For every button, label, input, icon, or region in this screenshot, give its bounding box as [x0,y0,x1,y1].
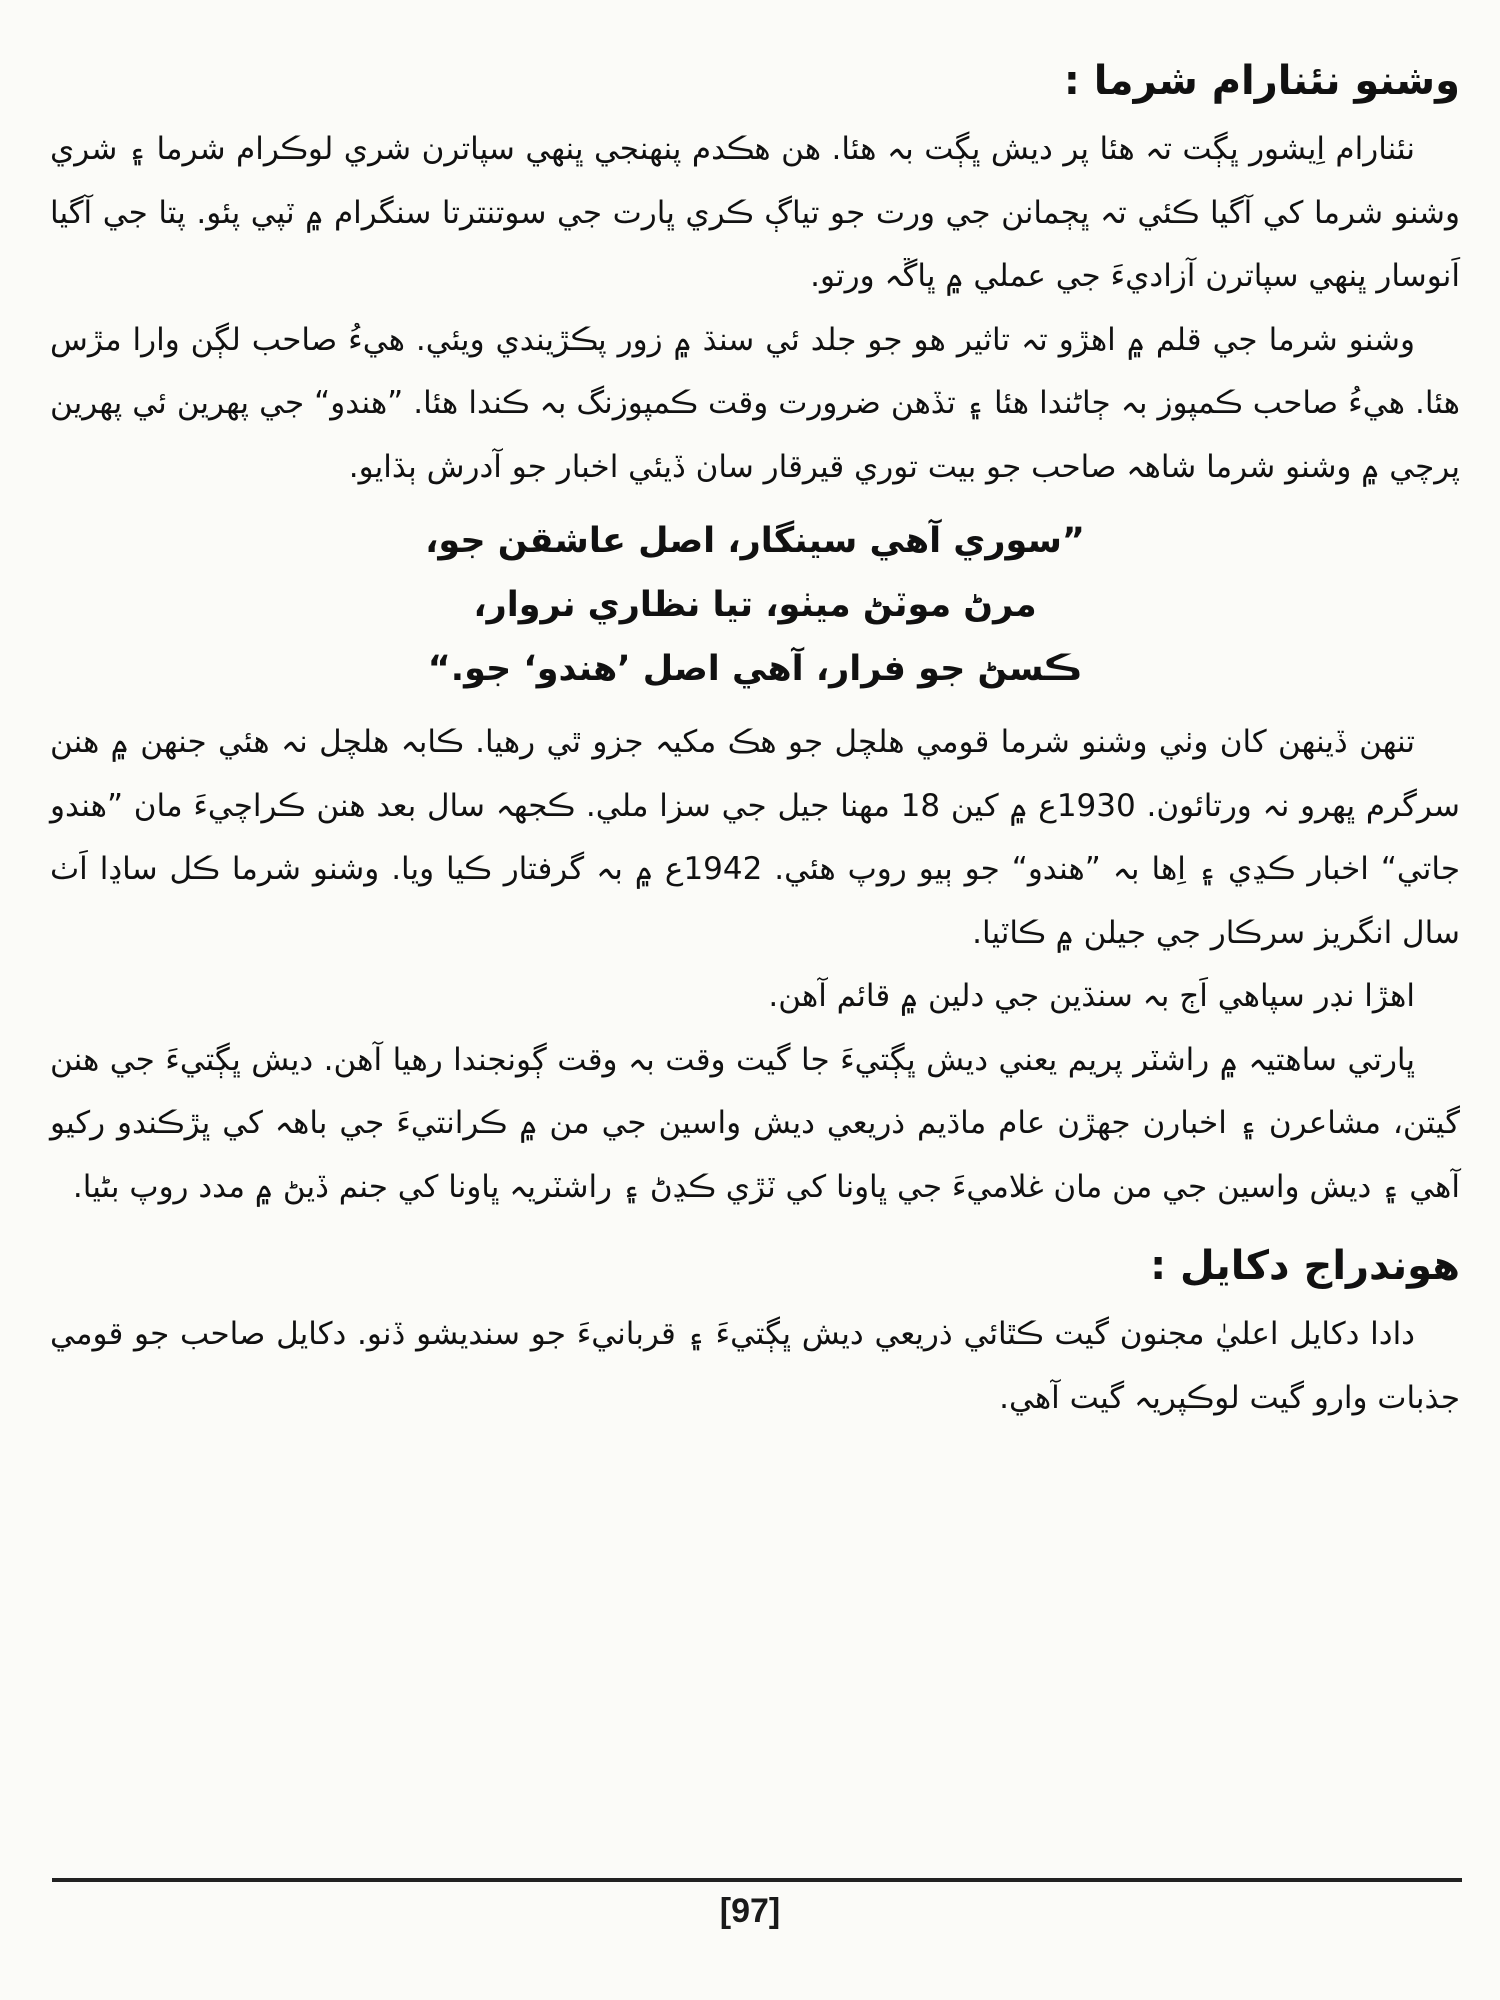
footer-divider [52,1878,1462,1882]
paragraph: تنهن ڏينهن کان وٺي وشنو شرما قومي هلچل جو هڪ مکيہ جزو ٿي رهيا. ڪابہ هلچل نہ هئي جنهن ۾ هنن سرگرم ڀهرو نہ ورتائون. 1930ع ۾ کين 18 مهنا جيل جي سزا ملي. ڪجهہ سال بعد هنن ڪراچيءَ مان ”هندو جاتي“ اخبار ڪڍي ۽ اِها بہ ”هندو“ جو ٻيو روپ هئي. 1942ع ۾ بہ گرفتار ڪيا ويا. وشنو شرما ڪل ساڍا اَٺ سال انگريز سرڪار جي جيلن ۾ ڪاٽيا. [50,724,1460,951]
paragraph: نئنارام اِيشور ڀڳت تہ هئا پر ديش ڀڳت بہ هئا. هن هڪدم پنهنجي ڀنهي سپاترن شري لوڪرام شرما ۽ شري وشنو شرما کي آگيا ڪئي تہ ڀڄمانن جي ورت جو تياڳ ڪري ڀارت جي سوتنترتا سنگرام ۾ ٽپي پئو. پتا جي آگيا اَنوسار ڀنهي سپاترن آزاديءَ جي عملي ۾ ڀاڱہ ورتو. [50,131,1460,294]
paragraph: دادا دکايل اعليٰ مجنون گيت ڪٿائي ذريعي ديش ڀڳتيءَ ۽ قربانيءَ جو سنديشو ڏنو. دکايل صاحب جو قومي جذبات وارو گيت لوڪپريہ گيت آهي. [50,1316,1460,1416]
page-content [50,52,1460,1430]
section-heading-vishnu-sharma: وشنو نئنارام شرما : [1063,58,1460,104]
poem-line: ڪسڻ جو فرار، آهي اصل ’هندو‘ جو.“ [427,649,1083,689]
page-number: [97] [719,1892,781,1930]
poem-line: مرڻ موٽڻ ميٺو، تيا نظاري نروار، [473,585,1037,625]
paragraph: ڀارتي ساهتيہ ۾ راشٽر پريم يعني ديش ڀڳتيءَ جا گيت وقت بہ وقت ڳونجندا رهيا آهن. ديش ڀڳتيءَ جي هنن گيتن، مشاعرن ۽ اخبارن جهڙن عام ماڌيم ذريعي ديش واسين جي من ۾ ڪرانتيءَ جي باهہ کي ڀڙڪندو رکيو آهي ۽ ديش واسين جي من مان غلاميءَ جي ڀاونا کي ٽڙي ڪڍڻ ۽ راشٽريہ ڀاونا کي جنم ڏيڻ ۾ مدد روپ بڻيا. [50,1041,1460,1205]
paragraph: اهڙا نڊر سپاهي اَڄ بہ سنڌين جي دلين ۾ قائم آهن. [768,978,1415,1014]
section-heading-hondraj-dukhayal: هوندراج دکايل : [1150,1243,1460,1289]
paragraph: وشنو شرما جي قلم ۾ اهڙو تہ تاثير هو جو جلد ئي سنڌ ۾ زور پڪڙيندي ويئي. هيءُ صاحب لڳن وارا مڙس هئا. هيءُ صاحب ڪمپوز بہ ڄاڻندا هئا ۽ تڏهن ضرورت وقت ڪمپوزنگ بہ ڪندا هئا. ”هندو“ جي پهرين ئي پهرين پرچي ۾ وشنو شرما شاهہ صاحب جو بيت توري قيرقار سان ڏيئي اخبار جو آدرش ٻڌايو. [50,321,1460,485]
poem-line: ”سوري آهي سينگار، اصل عاشقن جو، [425,521,1085,561]
poem-verse [50,509,1460,701]
